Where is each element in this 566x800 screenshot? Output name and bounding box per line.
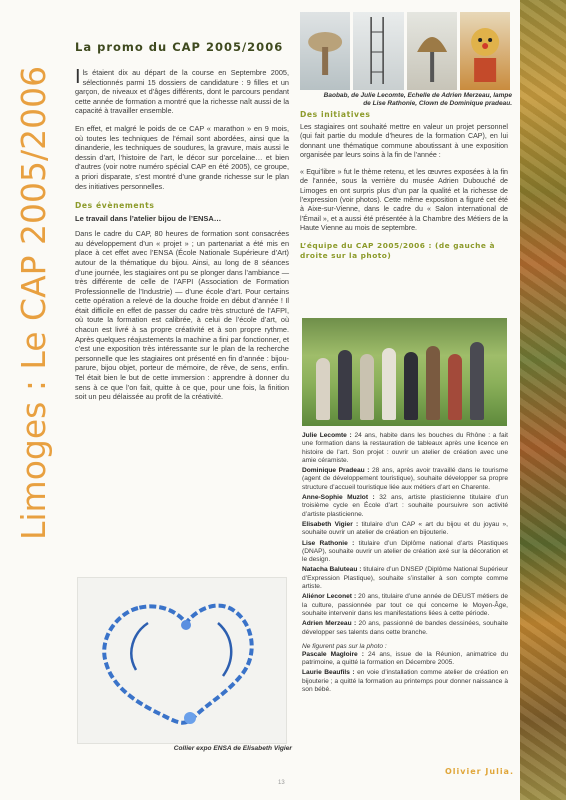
ladder-photo (353, 12, 403, 90)
person (316, 358, 330, 420)
initiatives-heading: Des initiatives (300, 110, 371, 119)
bio: Pascale Magloire : 24 ans, issue de la Réunion, animatrice du patrimoine, a quitté la formation en Décembre 2005. (302, 650, 508, 667)
bio: Anne-Sophie Muzlot : 32 ans, artiste plasticienne titulaire d’un troisième cycle en École d’art : souhaite poursuivre son activité d’artiste plasticienne. (302, 494, 508, 518)
initiatives-section (300, 110, 508, 261)
person (382, 348, 396, 420)
bio: Adrien Merzeau : 20 ans, passionné de bandes dessinées, souhaite développer ses talents dans cette branche. (302, 620, 508, 636)
necklace-photo (77, 577, 287, 744)
artwork-photos (300, 12, 510, 90)
initiatives-paragraph-1: Les stagiaires ont souhaité mettre en valeur un projet personnel (qui fait partie du module d’heures de la formation CAP), en lui donnant une thématique commune aboutissant à une exposition organisée par leurs soins à la fin de l’année : (300, 123, 508, 159)
person (470, 342, 484, 420)
team-photo (302, 318, 507, 426)
team-heading: L’équipe du CAP 2005/2006 : (de gauche à droite sur la photo) (300, 241, 495, 261)
person (360, 354, 374, 420)
not-in-photo-heading: Ne figurent pas sur la photo : (302, 642, 387, 650)
dropcap: I (75, 66, 81, 88)
person (426, 346, 440, 420)
enamel-texture-strip (520, 0, 566, 800)
baobab-image (300, 12, 350, 90)
events-paragraph: Dans le cadre du CAP, 80 heures de formation sont consacrées au développement d’un « projet » ; un partenariat a été mis en place à cet effet avec l’ENSA (École Nationale Supérieure d’Art) autour de la thématique du bijou. Ainsi, au long de 8 séances d’une journée, les stagiaires ont pu se plonger dans l’ambiance — très différente de celle de l’AFPI (Association de Formation Professionnelle de l’Industrie) — d’une école d’art. Pour certains cette opération a relevé de la douche froide en début d’année ! Il était difficile en effet de passer du cadre très structuré de l’AFPI, où toute la formation est calibrée, à celui de l’école d’art, où chacun est livré à sa propre créativité et à son propre rythme. Après quelques réajustements la machine a fini par fonctionner, et c’est une exposition très intéressante sur le plan de la recherche personnelle que les stagiaires ont présenté en fin d’année : bijou-parure, bijou objet, porteur de mémoire, de rêve, de sens, enfin. Tel était bien le but de cette immersion : apprendre à donner du sens à ce que l’on fait, quitte à ce que, pour une fois, la finition soit un peu délaissée au profit de la créativité. (75, 229, 289, 402)
ladder-image (353, 12, 403, 90)
bio: Aliénor Leconet : 20 ans, titulaire d’une année de DEUST métiers de la culture, passionnée par tout ce qui concerne le Moyen-Âge, souhaite intervenir dans les manifestations liées à cette période. (302, 593, 508, 617)
lamp-image (407, 12, 457, 90)
necklace-image (78, 578, 286, 743)
initiatives-paragraph-2: « Equi’libre » fut le thème retenu, et les œuvres exposées à la fin de l’année, sous la verrière du musée Adrien Dubouché de Limoges en ont surpris plus d’un par la qualité et la richesse de l’expression (voir photos). Cette même exposition a figuré cet été à Aixe-sur-Vienne, dans le cadre du « Salon international de l’Émail », et a aussi été présentée à la Chambre des Métiers de la Haute Vienne au mois de septembre. (300, 168, 508, 232)
team-bios (302, 432, 508, 696)
bio: Natacha Baluteau : titulaire d’un DNSEP (Diplôme National Supérieur d’Expression Plastique), souhaite s’installer à son compte comme artiste. (302, 566, 508, 591)
events-heading: Des évènements (75, 201, 155, 211)
necklace-caption: Collier expo ENSA de Elisabeth Vigier (173, 745, 292, 752)
bio: Julie Lecomte : 24 ans, habite dans les bouches du Rhône : a fait une formation dans la restauration de tableaux après une licence en histoire de l’art. Son projet : ouvrir un atelier de création avec une amie céramiste. (302, 432, 508, 464)
clown-photo (460, 12, 510, 90)
artworks-caption: Baobab, de Julie Lecomte, Echelle de Adrien Merzeau, lampe de Lise Rathonie, Clown de Dominique pradeau. (323, 92, 512, 107)
clown-image (460, 12, 510, 90)
bio: Dominique Pradeau : 28 ans, après avoir travaillé dans le tourisme (agent de développement touristique), souhaite développer sa propre structure d’accueil touristique liée aux métiers d’art en Charente. (302, 467, 508, 491)
baobab-photo (300, 12, 350, 90)
person (338, 350, 352, 420)
vertical-title: Limoges : Le CAP 2005/2006 (14, 65, 53, 540)
bio: Lise Rathonie : titulaire d’un Diplôme national d’arts Plastiques (DNAP), souhaite ouvrir un atelier de création axé sur la décoration et le design. (302, 539, 508, 564)
intro-paragraph-2: En effet, et malgré le poids de ce CAP « marathon » en 9 mois, où toutes les techniques de l’émail sont abordées, ainsi que la dinanderie, les techniques de soudures, la gravure, mais aussi le dessin d’art, l’histoire de l’art, le décor sur porcelaine… et bien d’autres (voir notre numéro spécial CAP en été 2005), ce groupe, a priori disparate, s’est montré d’une grande richesse sur le plan des initiatives personnelles. (75, 123, 289, 191)
intro-paragraph: Ils étaient dix au départ de la course en Septembre 2005, sélectionnés parmi 15 dossiers de candidature : 9 filles et un garçon, de niveaux et d’âges différents, dont le parcours pendant cette année de formation a montré que la richesse naît aussi de la capacité à travailler ensemble. (75, 66, 289, 116)
bio: Elisabeth Vigier : titulaire d’un CAP « art du bijou et du joyau », souhaite ouvrir un atelier de création en bijouterie. (302, 520, 508, 537)
article-heading: La promo du CAP 2005/2006 (75, 40, 284, 54)
person (448, 354, 462, 420)
page-number: 13 (278, 780, 285, 786)
events-subheading: Le travail dans l’atelier bijou de l’ENSA… (75, 214, 222, 224)
lamp-photo (407, 12, 457, 90)
left-column (75, 40, 289, 410)
person (404, 352, 418, 420)
author-signature: Olivier Julia. (445, 767, 514, 776)
bio: Laurie Beaufils : en voie d’installation comme atelier de création en bijouterie ; a quitté la formation au printemps pour donner naissance à son bébé. (302, 669, 508, 694)
